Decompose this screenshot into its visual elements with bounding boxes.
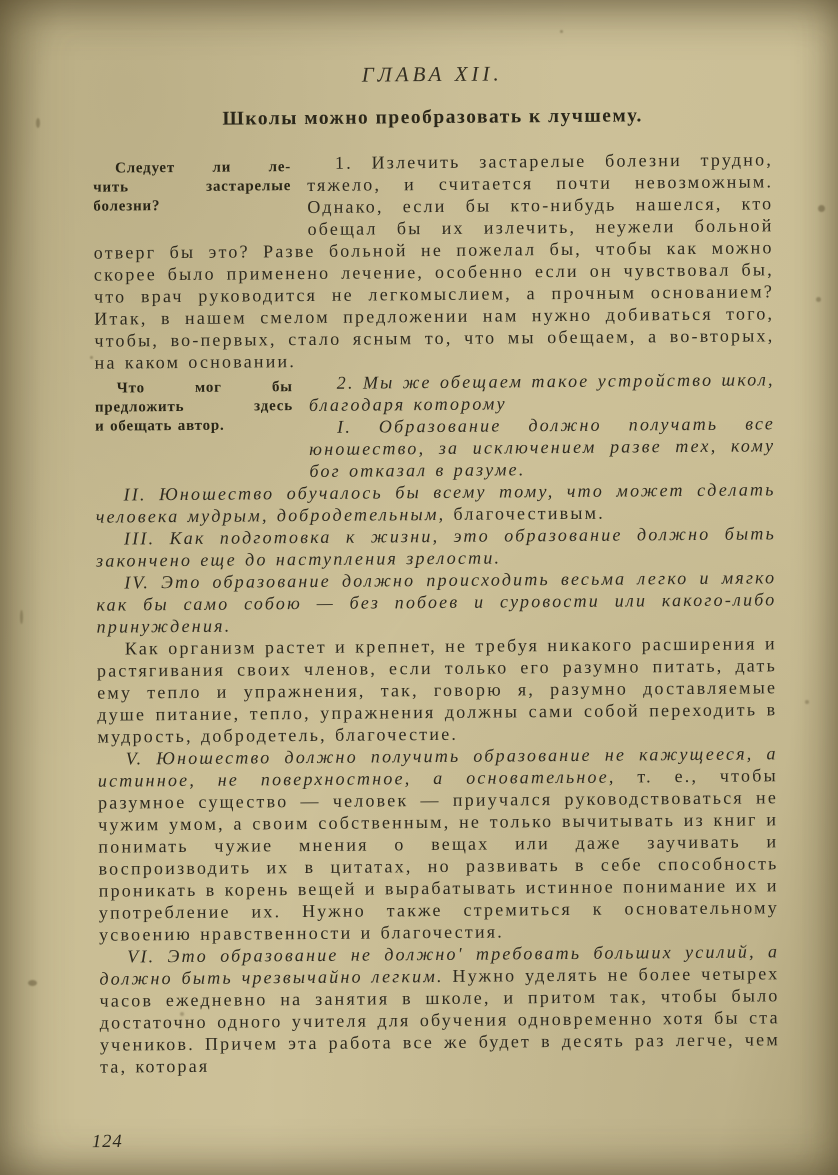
paper-speck bbox=[818, 205, 825, 212]
section-title: Школы можно преобразовать к лучшему. bbox=[222, 105, 643, 130]
margin-note-line: болезни? bbox=[93, 198, 161, 215]
paper-speck bbox=[20, 610, 23, 624]
paper-speck bbox=[36, 118, 40, 128]
paragraph-text: 2. Мы же обещаем такое устройство школ, благодаря которому bbox=[308, 369, 775, 415]
paragraph-text: VI. Это образование не должно' требовать больших усилий, а должно быть чрезвычайно легким. bbox=[99, 941, 780, 989]
page-content bbox=[92, 59, 780, 1077]
paper-speck bbox=[560, 30, 563, 33]
paper-speck bbox=[28, 980, 37, 986]
paragraph-text: 1. Излечить застарелые болезни трудно, тяжело, и считается почти невозможным. Однако, если бы кто-нибудь нашелся, кто обещал бы их излечить, неужели больной отверг бы это? Разве больной не пожелал бы, чтобы как можно скорее было применено лечение, особенно если он чувствовал бы, что врач руководится не легкомыслием, а прочным основанием? Итак, в нашем смелом предложении нам нужно добиваться того, чтобы, во-первых, стало ясным то, что мы обещаем, а во-вторых, на каком основании. bbox=[93, 149, 775, 373]
paragraph-text: IV. Это образование должно происходить весьма легко и мягко как бы само собою — без побоев и суровости или какого-либо принуждения. bbox=[96, 567, 777, 637]
paragraph-text: V. Юношество должно получить образование не кажущееся, а истинное, не поверхностное, а основательное, bbox=[97, 743, 778, 791]
paper-speck bbox=[90, 356, 93, 359]
page-number: 124 bbox=[91, 1131, 123, 1153]
paragraph-text: II. Юношество обучалось бы всему тому, что может сделать человека мудрым, добродетельным, bbox=[95, 479, 776, 527]
paper-speck bbox=[816, 297, 821, 302]
paragraph-text: т. е., чтобы разумное существо — человек — приучался руководствоваться не чужим умом, а своим собственным, не только вычитывать из книг и понимать чужие мнения о вещах или даже заучивать и воспроизводить их в цитатах, но развивать в себе способность проникать в корень вещей и вырабатывать истинное понимание их и употребление их. Нужно также стремиться к основательному усвоению нравственности и благочестия. bbox=[97, 765, 779, 945]
body-text bbox=[93, 148, 780, 1077]
paragraph-8 bbox=[98, 742, 780, 945]
margin-note-line: чить застарелые bbox=[93, 178, 292, 196]
paragraph-7 bbox=[97, 632, 778, 747]
paragraph-text: благочестивым. bbox=[445, 502, 605, 524]
paragraph-9 bbox=[99, 940, 780, 1077]
margin-note-2 bbox=[95, 378, 294, 463]
paragraph-5 bbox=[96, 522, 776, 571]
margin-note-line: предложить здесь bbox=[94, 398, 293, 416]
paragraph-text: Как организм растет и крепнет, не требуя никакого расширения и растягивания своих членов, если только его разумно питать, дать ему тепло и упражнения, так, говорю я, разумно доставляемые душе питание, тепло, упражнения должны сами собой переходить в мудрость, добродетель, благочестие. bbox=[96, 633, 778, 747]
margin-note-line: Что мог бы bbox=[116, 379, 293, 397]
paragraph-text: I. Образование должно получать все юношество, за исключением разве тех, кому бог отказал в разуме. bbox=[309, 413, 776, 481]
margin-note-line: Следует ли ле- bbox=[114, 159, 292, 177]
chapter-heading: ГЛАВА XII. bbox=[361, 61, 503, 87]
margin-note-line: и обещать автор. bbox=[95, 417, 225, 435]
paper-speck bbox=[805, 700, 809, 704]
paragraph-text: Нужно уделять не более четырех часов ежедневно на занятия в школе, и притом так, чтобы было достаточно одного учителя для обучения одновременно хотя бы ста учеников. Причем эта работа все же будет в десять раз легче, чем та, которая bbox=[99, 963, 780, 1077]
margin-note-1 bbox=[93, 158, 292, 231]
paragraph-4 bbox=[96, 478, 776, 527]
paragraph-text: III. Как подготовка к жизни, это образование должно быть закончено еще до наступления зрелости. bbox=[96, 523, 777, 571]
paragraph-6 bbox=[96, 566, 776, 637]
